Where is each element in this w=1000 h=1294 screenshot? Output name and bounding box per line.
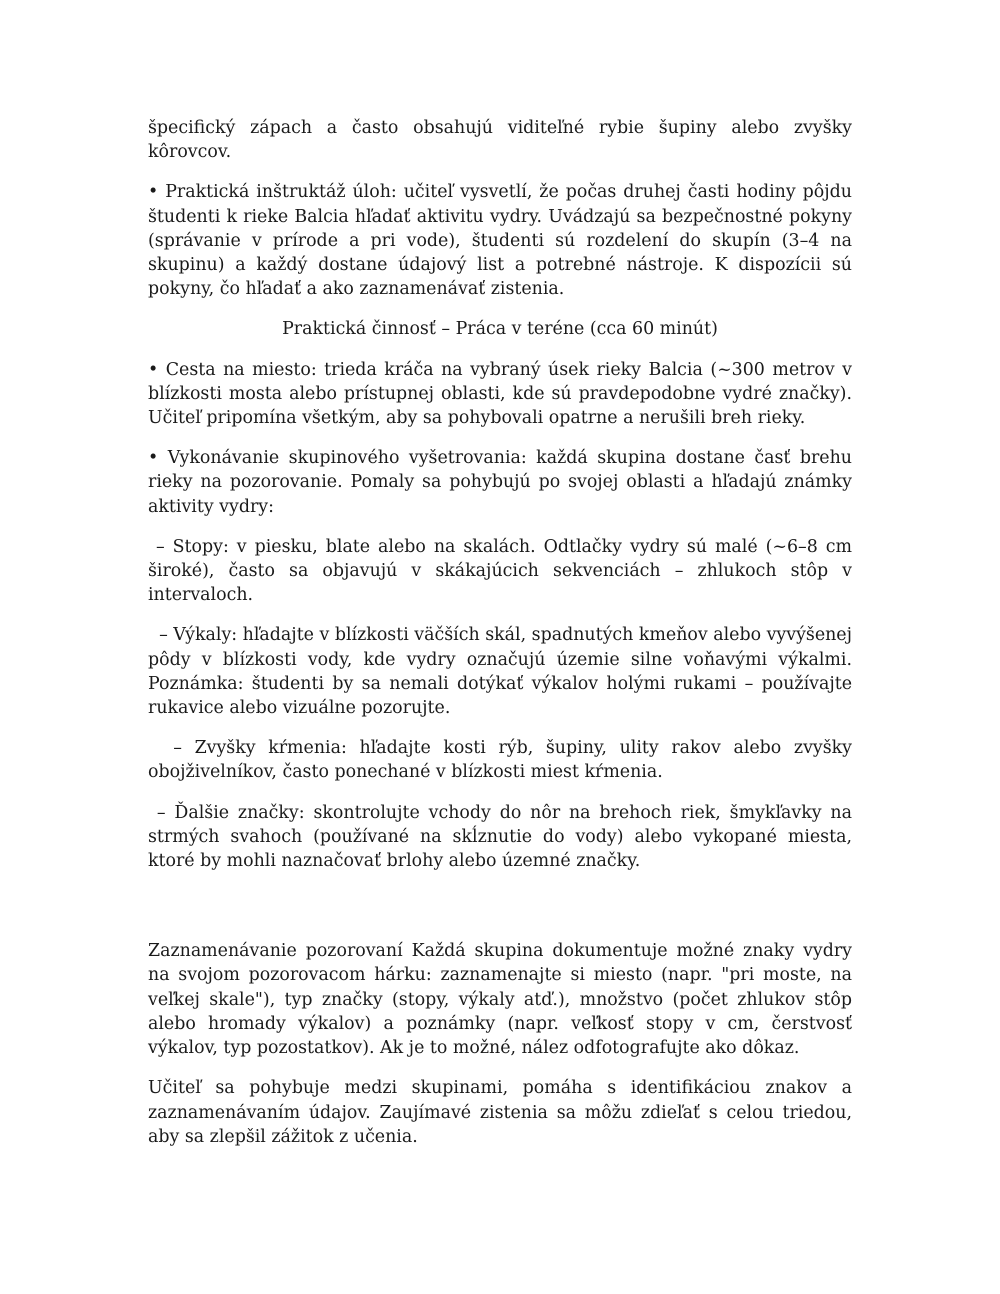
sub-item-other-signs: – Ďalšie značky: skontrolujte vchody do nôr na brehoch riek, šmykľavky na strmých svahoch (používané na skĺznutie do vody) alebo vykopané miesta, ktoré by mohli naznačovať brlohy alebo územné značky.	[148, 802, 858, 872]
paragraph-continuation: špecifický zápach a často obsahujú viditeľné rybie šupiny alebo zvyšky kôrovcov.	[148, 118, 852, 163]
sub-item-droppings: – Výkaly: hľadajte v blízkosti väčších skál, spadnutých kmeňov alebo vyvýšenej pôdy v blízkosti vody, kde vydry označujú územie silne voňavými výkalmi. Poznámka: študenti by sa nemali dotýkať výkalov holými rukami – používajte rukavice alebo vizuálne pozorujte.	[148, 625, 858, 719]
paragraph-group-investigation: • Vykonávanie skupinového vyšetrovania: každá skupina dostane časť brehu rieky na pozorovanie. Pomaly sa pohybujú po svojej oblasti a hľadajú známky aktivity vydry:	[148, 448, 852, 517]
section-heading: Praktická činnosť – Práca v teréne (cca 60 minút)	[282, 319, 718, 340]
paragraph-recording: Zaznamenávanie pozorovaní Každá skupina dokumentuje možné znaky vydry na svojom pozorovacom hárku: zaznamenajte si miesto (napr. "pri moste, na veľkej skale"), typ značky (stopy, výkaly atď.), množstvo (počet zhlukov stôp alebo hromady výkalov) a poznámky (napr. veľkosť stopy v cm, čerstvosť výkalov, typ pozostatkov). Ak je to možné, nález odfotografujte ako dôkaz.	[148, 941, 852, 1059]
sub-item-tracks: – Stopy: v piesku, blate alebo na skalách. Odtlačky vydry sú malé (~6–8 cm široké), často sa objavujú v skákajúcich sekvenciách – zhlukoch stôp v intervaloch.	[148, 536, 858, 606]
sub-item-feeding-remains: – Zvyšky kŕmenia: hľadajte kosti rýb, šupiny, ulity rakov alebo zvyšky obojživelníkov, často ponechané v blízkosti miest kŕmenia.	[148, 738, 858, 783]
paragraph-journey: • Cesta na miesto: trieda kráča na vybraný úsek rieky Balcia (~300 metrov v blízkosti mosta alebo prístupnej oblasti, kde sú pravdepodobne vydré značky). Učiteľ pripomína všetkým, aby sa pohybovali opatrne a nerušili breh rieky.	[148, 359, 852, 429]
document-page	[148, 116, 858, 1165]
paragraph-teacher-role: Učiteľ sa pohybuje medzi skupinami, pomáha s identifikáciou znakov a zaznamenávaním údajov. Zaujímavé zistenia sa môžu zdieľať s celou triedou, aby sa zlepšil zážitok z učenia.	[148, 1078, 852, 1147]
spacer	[148, 889, 852, 939]
paragraph-task-briefing: • Praktická inštruktáž úloh: učiteľ vysvetlí, že počas druhej časti hodiny pôjdu študenti k rieke Balcia hľadať aktivitu vydry. Uvádzajú sa bezpečnostné pokyny (správanie v prírode a pri vode), študenti sú rozdelení do skupín (3–4 na skupinu) a každý dostane údajový list a potrebné nástroje. K dispozícii sú pokyny, čo hľadať a ako zaznamenávať zistenia.	[148, 182, 852, 300]
